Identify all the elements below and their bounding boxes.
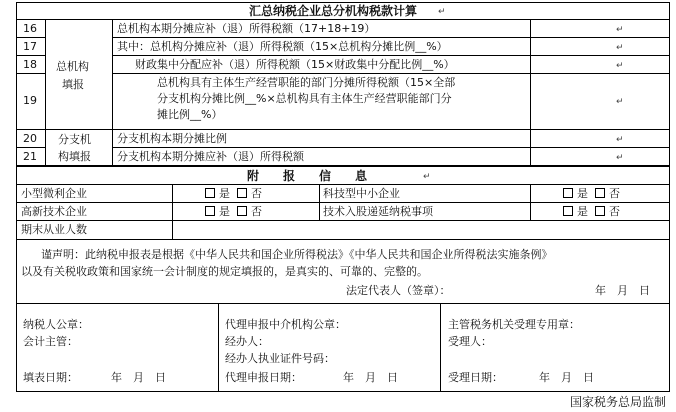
column-divider xyxy=(319,185,320,221)
yes-checkbox[interactable] xyxy=(563,206,573,216)
taxpayer-seal-label[interactable]: 纳税人公章： xyxy=(23,318,89,331)
attached-row xyxy=(17,203,669,221)
small-micro-label: 小型微利企业 xyxy=(21,187,87,200)
small-micro-options: 是 否 xyxy=(205,187,262,201)
legal-rep-date: 年 月 日 xyxy=(595,284,650,297)
fill-date-value[interactable]: 年 月 日 xyxy=(111,371,166,384)
column-divider xyxy=(112,20,113,166)
row-label-line: 总机构具有主体生产经营职能的部门分摊所得税额（15×全部 xyxy=(157,76,456,89)
group-label: 总机构 xyxy=(56,60,89,73)
row-label-line: 分支机构分摊比例__%×总机构具有主体生产经营职能部门分 xyxy=(157,92,452,105)
group-cell-head-office xyxy=(46,20,112,129)
receiver-label[interactable]: 受理人： xyxy=(448,335,492,348)
paragraph-mark: ↵ xyxy=(438,7,446,17)
yes-checkbox[interactable] xyxy=(205,206,215,216)
row-label: 分支机构本期分摊应补（退）所得税额 xyxy=(117,150,304,163)
value-cell[interactable]: ↵ xyxy=(616,97,624,107)
tech-sme-options: 是 否 xyxy=(563,187,620,201)
high-tech-options: 是 否 xyxy=(205,205,262,219)
tech-deferred-options: 是 否 xyxy=(563,205,620,219)
value-cell[interactable]: ↵ xyxy=(616,61,624,71)
fill-date-label: 填表日期： xyxy=(23,371,78,384)
attached-row xyxy=(17,185,669,203)
tech-deferred-label: 技术入股递延纳税事项 xyxy=(323,205,433,218)
value-cell[interactable]: ↵ xyxy=(616,43,624,53)
attached-info-title: 附 报 信 息 xyxy=(247,169,368,183)
yes-checkbox[interactable] xyxy=(205,188,215,198)
receive-date-label: 受理日期： xyxy=(448,371,503,384)
attached-info-header xyxy=(17,166,669,185)
legal-rep-label[interactable]: 法定代表人（签章）： xyxy=(346,284,451,297)
no-checkbox[interactable] xyxy=(595,188,605,198)
declaration-line: 以及有关税收政策和国家统一会计制度的规定填报的，是真实的、可靠的、完整的。 xyxy=(21,265,428,278)
section-header-row xyxy=(17,3,669,20)
tech-sme-label: 科技型中小企业 xyxy=(323,187,400,200)
table-row xyxy=(17,74,669,130)
accountant-label[interactable]: 会计主管： xyxy=(23,335,78,348)
table-row xyxy=(17,56,669,74)
row-label: 分支机构本期分摊比例 xyxy=(117,132,227,145)
receive-date-value[interactable]: 年 月 日 xyxy=(539,371,594,384)
declaration-block xyxy=(17,240,669,304)
high-tech-label: 高新技术企业 xyxy=(21,205,87,218)
handler-label[interactable]: 经办人： xyxy=(225,335,269,348)
table-row xyxy=(17,130,669,148)
row-label: 其中：总机构分摊应补（退）所得税额（15×总机构分摊比例__%） xyxy=(117,40,448,53)
table-row xyxy=(17,148,669,166)
column-divider xyxy=(172,185,173,240)
row-number: 20 xyxy=(23,132,37,145)
section-title: 汇总纳税企业总分机构税款计算 xyxy=(249,4,418,18)
row-label-line: 摊比例__%） xyxy=(157,108,223,121)
attached-row xyxy=(17,221,669,240)
row-label: 财政集中分配应补（退）所得税额（15×财政集中分配比例__%） xyxy=(135,58,455,71)
table-row xyxy=(17,20,669,38)
agent-date-value[interactable]: 年 月 日 xyxy=(343,371,398,384)
row-number: 21 xyxy=(23,150,37,163)
declaration-line: 谨声明：此纳税申报表是根据《中华人民共和国企业所得税法》《中华人民共和国企业所得税法实施条例》 xyxy=(41,248,553,261)
group-cell-branch xyxy=(46,131,112,165)
group-label: 分支机 xyxy=(58,133,91,146)
paragraph-mark: ↵ xyxy=(423,172,431,182)
agent-seal-label[interactable]: 代理申报中介机构公章： xyxy=(225,318,346,331)
handler-cert-label[interactable]: 经办人执业证件号码： xyxy=(225,352,335,365)
no-checkbox[interactable] xyxy=(595,206,605,216)
row-number: 18 xyxy=(23,58,37,71)
agent-date-label: 代理申报日期： xyxy=(225,371,302,384)
column-divider xyxy=(218,304,219,391)
group-label: 填报 xyxy=(62,78,84,91)
table-row xyxy=(17,38,669,56)
row-number: 19 xyxy=(23,94,37,107)
value-cell[interactable]: ↵ xyxy=(616,25,624,35)
group-label: 构填报 xyxy=(58,150,91,163)
no-checkbox[interactable] xyxy=(237,206,247,216)
yes-checkbox[interactable] xyxy=(563,188,573,198)
row-label: 总机构本期分摊应补（退）所得税额（17+18+19） xyxy=(117,22,376,35)
value-cell[interactable]: ↵ xyxy=(616,153,624,163)
column-divider xyxy=(440,304,441,391)
row-number: 17 xyxy=(23,40,37,53)
authority-seal-label[interactable]: 主管税务机关受理专用章： xyxy=(448,318,580,331)
column-divider xyxy=(530,20,531,166)
no-checkbox[interactable] xyxy=(237,188,247,198)
row-number: 16 xyxy=(23,22,37,35)
tax-return-table xyxy=(16,2,670,392)
signature-block xyxy=(17,304,669,391)
value-cell[interactable]: ↵ xyxy=(616,135,624,145)
issuer-footer: 国家税务总局监制 xyxy=(569,395,666,409)
column-divider xyxy=(530,185,531,221)
employees-label: 期末从业人数 xyxy=(21,223,87,236)
